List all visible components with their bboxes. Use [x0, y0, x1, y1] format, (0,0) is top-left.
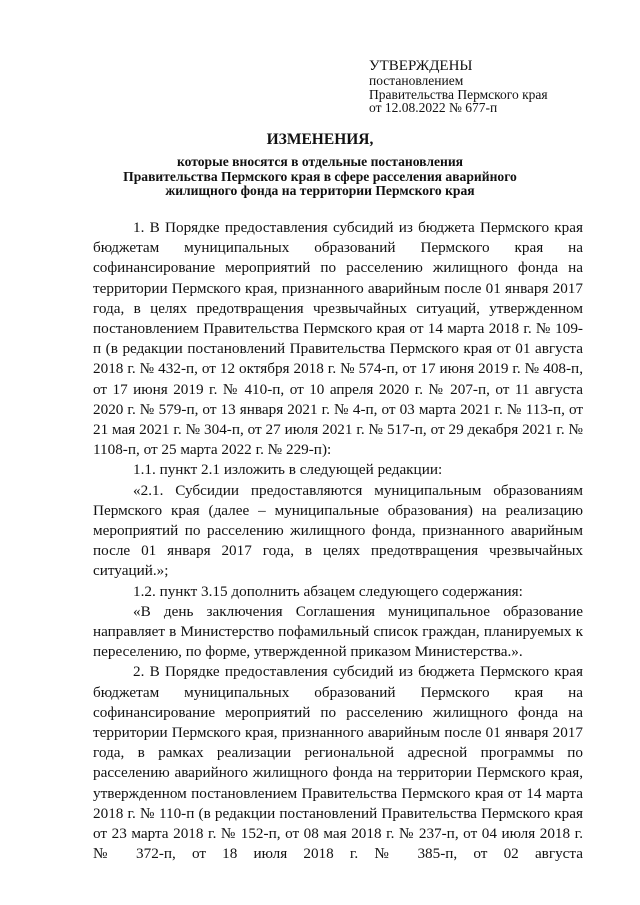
document-subtitle — [0, 155, 640, 199]
paragraph-2-1-quote: «2.1. Субсидии предоставляются муниципальным образованиям Пермского края (далее – муниципальные образования) на реализацию мероприятий по расселению жилищного фонда, признанного аварийным после 01 января 2017 года, в целях предотвращения чрезвычайных ситуаций.»; — [93, 481, 583, 580]
approval-date: от 12.08.2022 № 677-п — [369, 100, 498, 116]
document-title: ИЗМЕНЕНИЯ, — [266, 131, 374, 148]
approval-stamp — [369, 58, 548, 115]
paragraph-1: 1. В Порядке предоставления субсидий из бюджета Пермского края бюджетам муниципальных образований Пермского края на софинансирование мероприятий по расселению жилищного фонда на территории Пермского края, признанного аварийным после 01 января 2017 года, в целях предотвращения чрезвычайных ситуаций, утвержденном постановлением Правительства Пермского края от 14 марта 2018 г. № 109-п (в редакции постановлений Правительства Пермского края от 01 августа 2018 г. № 432-п, от 12 октября 2018 г. № 574-п, от 17 июня 2019 г. № 408-п, от 17 июня 2019 г. № 410-п, от 10 апреля 2020 г. № 207-п, от 11 августа 2020 г. № 579-п, от 13 января 2021 г. № 4-п, от 03 марта 2021 г. № 113-п, от 21 мая 2021 г. № 304-п, от 27 июля 2021 г. № 517-п, от 29 декабря 2021 г. № 1108-п, от 25 марта 2022 г. № 229-п): — [93, 219, 583, 459]
subtitle-line: Правительства Пермского края в сфере расселения аварийного — [123, 168, 517, 184]
paragraph-1-1: 1.1. пункт 2.1 изложить в следующей редакции: — [133, 461, 443, 479]
paragraph-1-2: 1.2. пункт 3.15 дополнить абзацем следующего содержания: — [133, 582, 523, 600]
approval-line: постановлением — [369, 73, 464, 88]
paragraph-2: 2. В Порядке предоставления субсидий из бюджета Пермского края бюджетам муниципальных образований Пермского края на софинансирование мероприятий по расселению жилищного фонда на территории Пермского края, признанного аварийным после 01 января 2017 года, в рамках реализации региональной адресной программы по расселению аварийного жилищного фонда на территории Пермского края, утвержденном постановлением Правительства Пермского края от 14 марта 2018 г. № 110-п (в редакции постановлений Правительства Пермского края от 23 марта 2018 г. № 152-п, от 08 мая 2018 г. № 237-п, от 04 июля 2018 г. № 372-п, от 18 июля 2018 г. № 385-п, от 02 августа — [93, 663, 583, 863]
subtitle-line: жилищного фонда на территории Пермского края — [165, 183, 475, 199]
approval-line: Правительства Пермского края — [369, 86, 548, 102]
approval-heading: УТВЕРЖДЕНЫ — [369, 58, 473, 74]
subtitle-line: которые вносятся в отдельные постановления — [176, 154, 464, 169]
paragraph-3-15-quote: «В день заключения Соглашения муниципальное образование направляет в Министерство пофамильный список граждан, планируемых к переселению, по форме, утвержденной приказом Министерства.». — [93, 602, 583, 661]
document-body — [93, 218, 583, 865]
